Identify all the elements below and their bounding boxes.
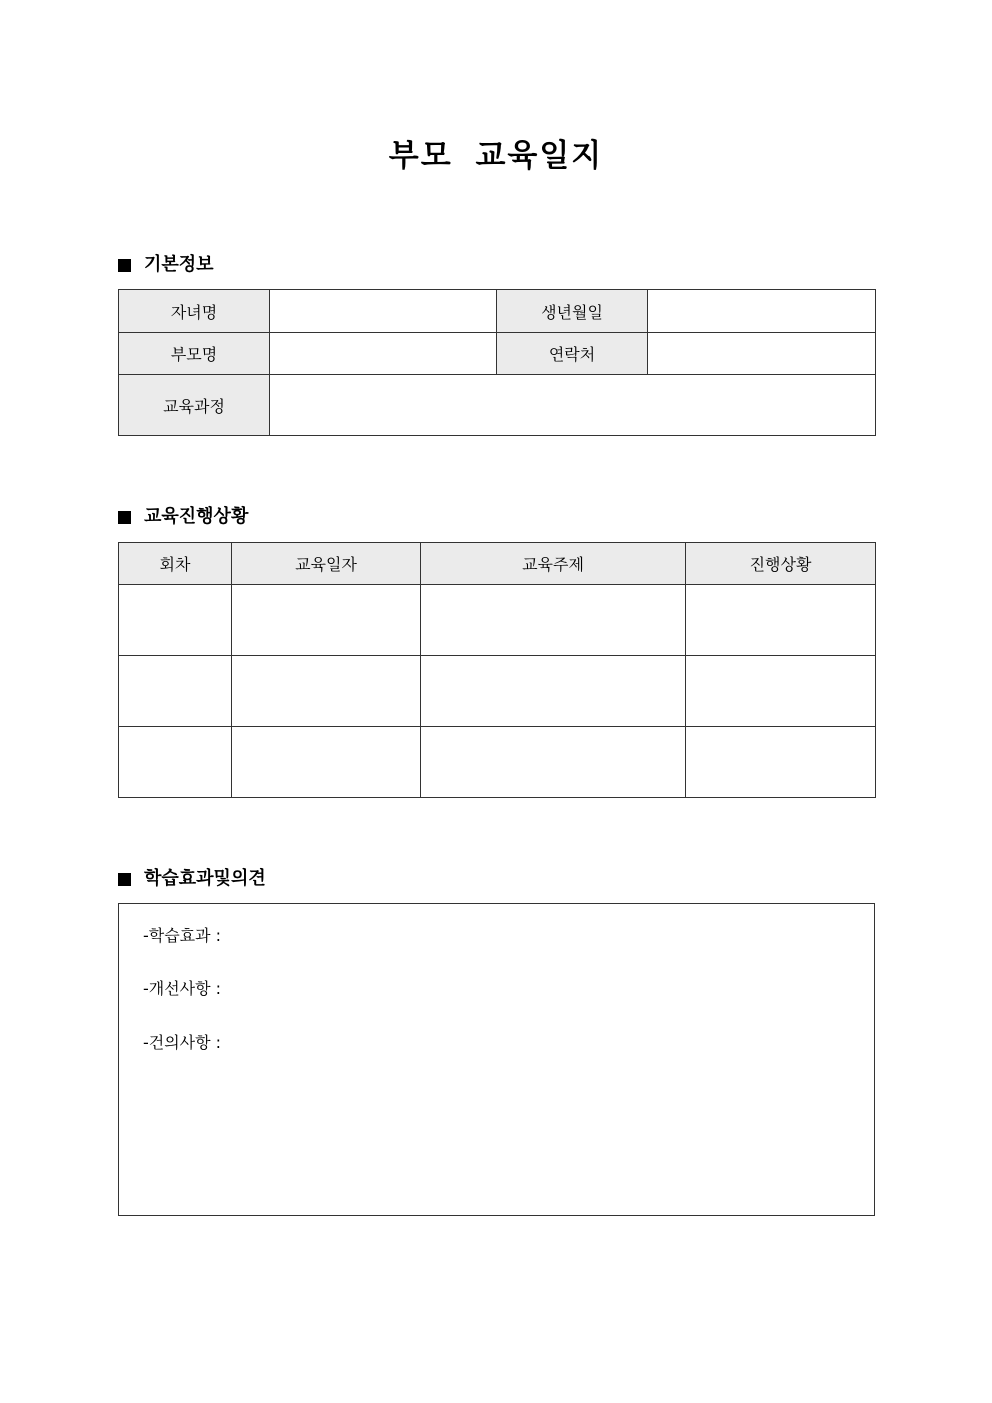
opinion-box[interactable] (118, 903, 875, 1216)
square-bullet-icon (118, 873, 131, 886)
table-row (119, 656, 876, 727)
session-cell[interactable] (119, 727, 232, 798)
course-field[interactable] (270, 375, 876, 436)
progress-table (118, 542, 876, 798)
section-heading-opinion (118, 867, 266, 891)
contact-label: 연락처 (497, 333, 648, 375)
basic-info-row (119, 333, 876, 375)
parent-name-field[interactable] (270, 333, 497, 375)
status-cell[interactable] (686, 727, 876, 798)
square-bullet-icon (118, 511, 131, 524)
child-name-label: 자녀명 (119, 290, 270, 333)
status-cell[interactable] (686, 656, 876, 727)
date-cell[interactable] (232, 585, 421, 656)
topic-cell[interactable] (421, 727, 686, 798)
child-name-field[interactable] (270, 290, 497, 333)
suggestion-line: -건의사항 : (143, 1033, 222, 1052)
document-title: 부모 교육일지 (388, 138, 604, 174)
square-bullet-icon (118, 259, 131, 272)
course-label: 교육과정 (119, 375, 270, 436)
column-header-session: 회차 (119, 543, 232, 585)
parent-name-label: 부모명 (119, 333, 270, 375)
topic-cell[interactable] (421, 585, 686, 656)
contact-field[interactable] (648, 333, 876, 375)
birth-date-field[interactable] (648, 290, 876, 333)
progress-header-row (119, 543, 876, 585)
topic-cell[interactable] (421, 656, 686, 727)
birth-date-label: 생년월일 (497, 290, 648, 333)
table-row (119, 727, 876, 798)
section-heading-label: 학습효과및의견 (144, 868, 266, 889)
basic-info-table (118, 289, 876, 436)
column-header-date: 교육일자 (232, 543, 421, 585)
basic-info-row (119, 375, 876, 436)
date-cell[interactable] (232, 727, 421, 798)
column-header-topic: 교육주제 (421, 543, 686, 585)
column-header-status: 진행상황 (686, 543, 876, 585)
date-cell[interactable] (232, 656, 421, 727)
section-heading-basic-info (118, 253, 214, 277)
basic-info-row (119, 290, 876, 333)
session-cell[interactable] (119, 585, 232, 656)
session-cell[interactable] (119, 656, 232, 727)
section-heading-label: 교육진행상황 (144, 506, 249, 527)
table-row (119, 585, 876, 656)
section-heading-label: 기본정보 (144, 254, 214, 275)
improvement-line: -개선사항 : (143, 979, 222, 998)
section-heading-progress (118, 505, 248, 529)
learning-effect-line: -학습효과 : (143, 926, 222, 945)
status-cell[interactable] (686, 585, 876, 656)
